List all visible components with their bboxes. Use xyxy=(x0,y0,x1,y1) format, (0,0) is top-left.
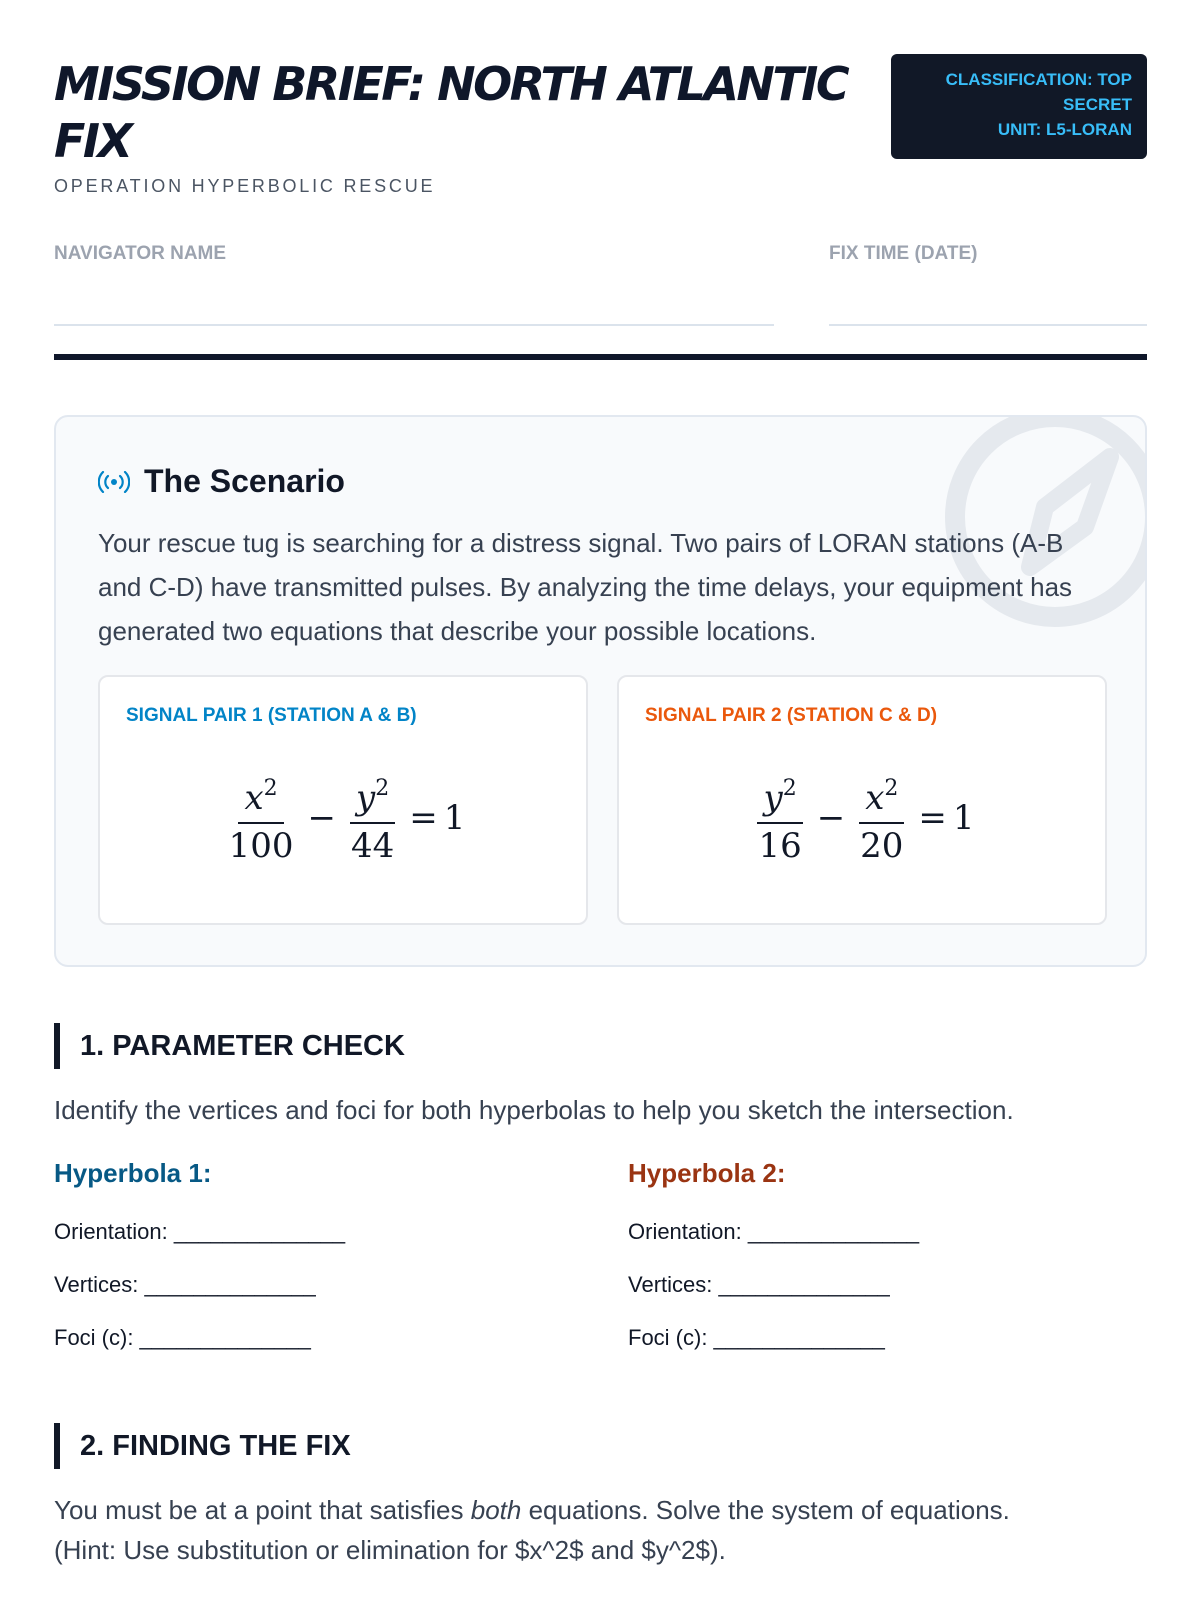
section-2-text: You must be at a point that satisfies both equations. Solve the system of equations. (Hint: Use substitution or elimination for $x^2$ and $y^2$). xyxy=(54,1495,1010,1565)
header-divider xyxy=(54,354,1147,360)
scenario-header xyxy=(98,463,345,500)
hyperbola-1-vertices[interactable]: Vertices: ______________ xyxy=(54,1272,316,1297)
classification-line1: CLASSIFICATION: TOP xyxy=(945,70,1132,89)
classification-badge xyxy=(891,54,1147,159)
hyperbola-1-orientation[interactable]: Orientation: ______________ xyxy=(54,1219,346,1244)
section-2-header xyxy=(54,1423,351,1469)
section-1-text: Identify the vertices and foci for both hyperbolas to help you sketch the intersection. xyxy=(54,1095,1014,1125)
page-subtitle: OPERATION HYPERBOLIC RESCUE xyxy=(54,176,436,196)
signal-pair-2-equation: $\frac{y^2}{16}$ − $\frac{x^2}{20}$ = 1 xyxy=(619,769,1105,866)
navigator-name-field[interactable] xyxy=(54,324,774,326)
equation-fraction: $\frac{x^2}{100}$ xyxy=(229,769,294,866)
unit-label: UNIT: L5-LORAN xyxy=(997,120,1132,139)
equation-fraction: $\frac{y^2}{44}$ xyxy=(350,769,395,866)
section-accent-bar xyxy=(54,1023,60,1069)
signal-broadcast-icon xyxy=(98,471,130,493)
scenario-text: Your rescue tug is searching for a distress signal. Two pairs of LORAN stations (A-B and C-D) have transmitted pulses. By analyzing the time delays, your equipment has generated two equations that describe your possible locations. xyxy=(98,528,1073,646)
hyperbola-2-vertices[interactable]: Vertices: ______________ xyxy=(628,1272,890,1297)
hyperbola-2-title: Hyperbola 2: xyxy=(628,1158,786,1188)
classification-line2: SECRET xyxy=(1063,95,1132,114)
signal-pair-1-card xyxy=(98,675,588,925)
signal-pair-2-card xyxy=(617,675,1107,925)
page-title: MISSION BRIEF: NORTH ATLANTIC FIX xyxy=(54,57,848,168)
equation-fraction: $\frac{y^2}{16}$ xyxy=(757,769,802,866)
equation-fraction: $\frac{x^2}{20}$ xyxy=(859,769,904,866)
fix-time-label: FIX TIME (DATE) xyxy=(829,243,978,264)
scenario-title: The Scenario xyxy=(144,463,345,499)
signal-pair-1-equation: $\frac{x^2}{100}$ − $\frac{y^2}{44}$ = 1 xyxy=(100,769,586,866)
hyperbola-1-foci[interactable]: Foci (c): ______________ xyxy=(54,1325,311,1350)
section-2-title: 2. FINDING THE FIX xyxy=(80,1429,351,1462)
navigator-name-label: NAVIGATOR NAME xyxy=(54,243,227,264)
signal-pair-2-label: SIGNAL PAIR 2 (STATION C & D) xyxy=(645,705,938,726)
fix-time-field[interactable] xyxy=(829,324,1147,326)
hyperbola-2-foci[interactable]: Foci (c): ______________ xyxy=(628,1325,885,1350)
section-2-hint: (Hint: Use substitution or elimination for $x^2$ and $y^2$). xyxy=(54,1535,726,1565)
section-1-title: 1. PARAMETER CHECK xyxy=(80,1029,405,1062)
section-1-header xyxy=(54,1023,405,1069)
signal-pair-1-label: SIGNAL PAIR 1 (STATION A & B) xyxy=(126,705,417,726)
hyperbola-1-title: Hyperbola 1: xyxy=(54,1158,212,1188)
section-accent-bar xyxy=(54,1423,60,1469)
scenario-box xyxy=(54,415,1147,967)
hyperbola-2-orientation[interactable]: Orientation: ______________ xyxy=(628,1219,920,1244)
